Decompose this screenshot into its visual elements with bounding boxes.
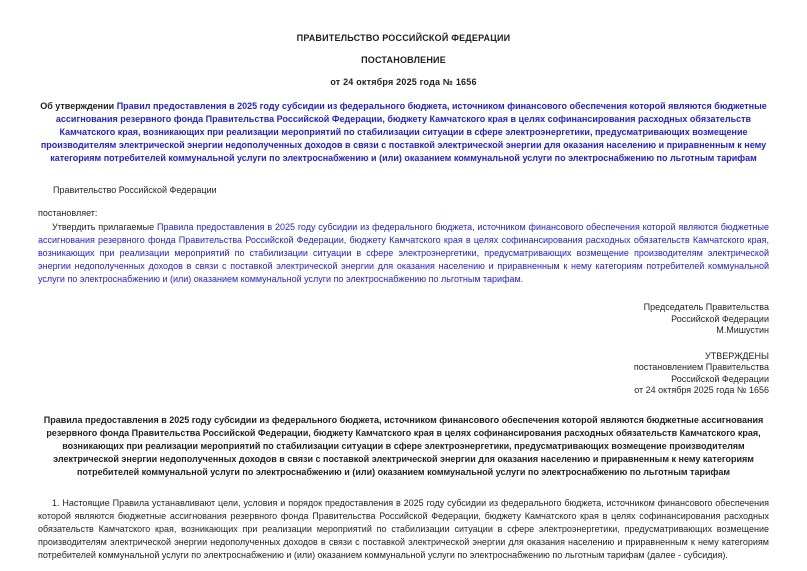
approved-label: УТВЕРЖДЕНЫ — [705, 350, 769, 361]
signature-title-line2: Российской Федерации — [671, 313, 769, 324]
document-title-prefix: Об утверждении — [40, 101, 117, 111]
signature-block — [38, 302, 769, 337]
approved-date-number: от 24 октября 2025 года № 1656 — [634, 385, 769, 395]
approve-paragraph — [38, 221, 769, 286]
document-type-heading: ПОСТАНОВЛЕНИЕ — [361, 55, 446, 65]
approve-rules-link[interactable]: Правила предоставления в 2025 году субсидии из федерального бюджета, источником финансового обеспечения которой являются бюджетные ассигнования резервного фонда Правительства Российской Федерации, бюджету Камчатского края в целях софинансирования расходных обязательств Камчатского края, возникающих при реализации мероприятий по стабилизации ситуации в сфере электроэнергетики, предусматривающих возмещение производителям электрической энергии недополученных доходов в связи с поставкой электрической энергии для оказания населению и приравненным к нему категориям потребителей коммунальной услуги по электроснабжению и (или) оказанием коммунальной услуги по электроснабжению по льготным тарифам. — [38, 222, 769, 284]
signatory-name: М.Мишустин — [716, 325, 769, 335]
issuer-line: Правительство Российской Федерации — [53, 185, 217, 195]
authority-heading: ПРАВИТЕЛЬСТВО РОССИЙСКОЙ ФЕДЕРАЦИИ — [296, 33, 511, 43]
approved-block — [38, 351, 769, 397]
resolves-line: постановляет: — [38, 208, 98, 218]
signature-title-line: Председатель Правительства — [643, 302, 769, 312]
approved-by-line: постановлением Правительства — [633, 362, 769, 372]
rules-paragraph-1: 1. Настоящие Правила устанавливают цели, условия и порядок предоставления в 2025 году субсидии из федерального бюджета, источником финансового обеспечения которой являются бюджетные ассигнования резервного фонда Правительства Российской Федерации, бюджету Камчатского края в целях софинансирования расходных обязательств Камчатского края, возникающих при реализации мероприятий по стабилизации ситуации в сфере электроэнергетики, предусматривающих возмещение производителям электрической энергии недополученных доходов в связи с поставкой электрической энергии для оказания населению и приравненным к нему категориям потребителей коммунальной услуги по электроснабжению и (или) оказанием коммунальной услуги по электроснабжению по льготным тарифам (далее - субсидия). — [38, 497, 769, 560]
document-title — [38, 100, 769, 165]
rules-title: Правила предоставления в 2025 году субсидии из федерального бюджета, источником финансового обеспечения которой являются бюджетные ассигнования резервного фонда Правительства Российской Федерации, бюджету Камчатского края в целях софинансирования расходных обязательств Камчатского края, возникающих при реализации мероприятий по стабилизации ситуации в сфере электроэнергетики, предусматривающих возмещение производителям электрической энергии недополученных доходов в связи с поставкой электрической энергии для оказания населению и приравненным к нему категориям потребителей коммунальной услуги по электроснабжению и (или) оказанием коммунальной услуги по электроснабжению по льготным тарифам — [43, 414, 764, 477]
approved-by-line2: Российской Федерации — [671, 373, 769, 384]
document-title-link[interactable]: Правил предоставления в 2025 году субсидии из федерального бюджета, источником финансового обеспечения которой являются бюджетные ассигнования резервного фонда Правительства Российской Федерации, бюджету Камчатского края в целях софинансирования расходных обязательств Камчатского края, возникающих при реализации мероприятий по стабилизации ситуации в сфере электроэнергетики, предусматривающих возмещение производителям электрической энергии недополученных доходов в связи с поставкой электрической энергии для оказания населению и приравненным к нему категориям потребителей коммунальной услуги по электроснабжению и (или) оказанием коммунальной услуги по электроснабжению по льготным тарифам — [40, 101, 767, 163]
approve-paragraph-prefix: Утвердить прилагаемые — [52, 222, 157, 232]
document-date-number: от 24 октября 2025 года № 1656 — [330, 77, 477, 87]
